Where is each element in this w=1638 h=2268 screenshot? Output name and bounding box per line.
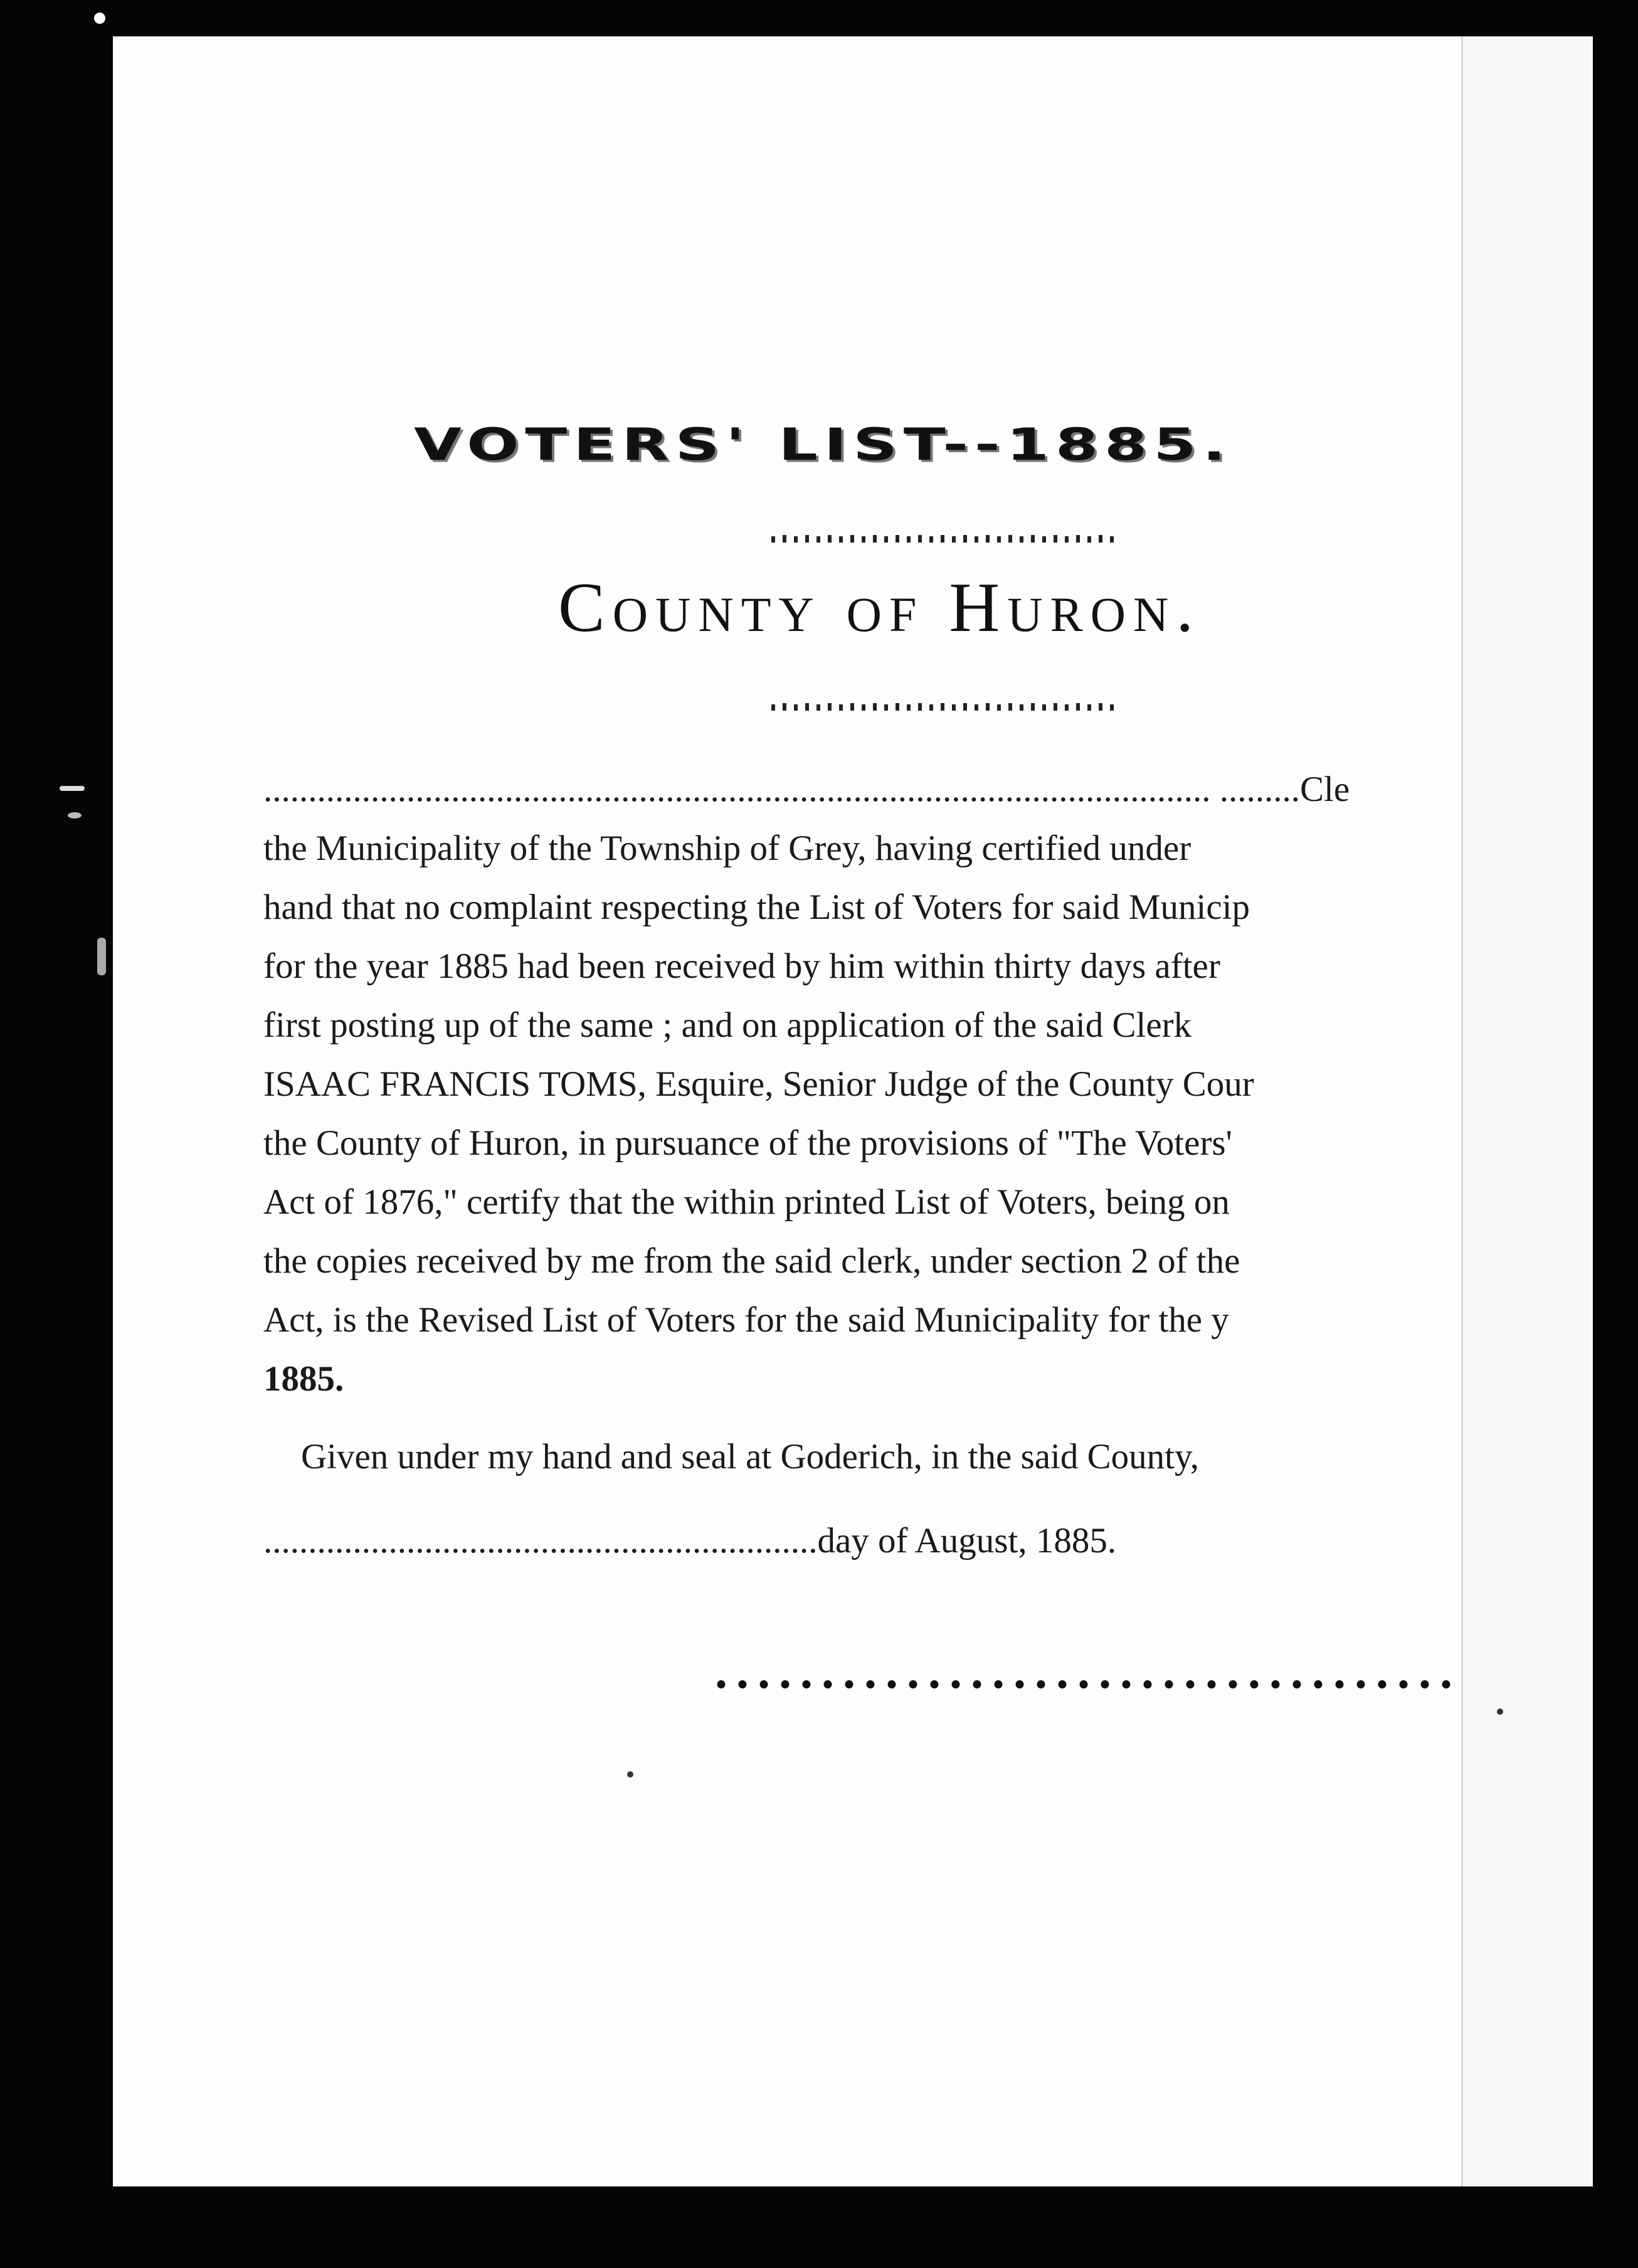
body-line: 1885. <box>263 1359 344 1399</box>
scan-speck <box>97 938 106 975</box>
decorative-ornament <box>771 530 1148 549</box>
body-line: hand that no complaint respecting the List of Voters for said Municip <box>263 888 1250 927</box>
scan-speck <box>60 786 85 791</box>
body-line: the Municipality of the Township of Grey, having certified under <box>263 829 1192 868</box>
stray-mark <box>1497 1709 1503 1715</box>
document-subtitle: County of Huron. <box>558 569 1202 647</box>
body-line: the copies received by me from the said clerk, under section 2 of the <box>263 1241 1240 1281</box>
body-line: for the year 1885 had been received by him within thirty days after <box>263 946 1220 986</box>
body-line: the County of Huron, in pursuance of the provisions of "The Voters' <box>263 1123 1232 1163</box>
signature-line: ................................... <box>715 1644 1461 1699</box>
document-title: VOTERS' LIST--1885. <box>414 419 1232 471</box>
body-line: .......................................................................................................... .........Cle <box>263 770 1350 809</box>
body-line: Act, is the Revised List of Voters for the said Municipality for the y <box>263 1300 1229 1340</box>
scan-speck <box>94 13 105 24</box>
body-line: Act of 1876," certify that the within printed List of Voters, being on <box>263 1182 1230 1222</box>
date-line: ..............................................................day of August, 1885. <box>263 1521 1117 1561</box>
folded-page-edge <box>1463 36 1593 2186</box>
decorative-ornament <box>771 698 1148 717</box>
stray-mark <box>627 1771 633 1778</box>
given-line: Given under my hand and seal at Goderich, in the said County, <box>301 1437 1200 1476</box>
body-line: ISAAC FRANCIS TOMS, Esquire, Senior Judge of the County Cour <box>263 1064 1254 1104</box>
certificate-body <box>263 760 1467 1571</box>
scan-speck <box>68 812 82 819</box>
body-line: first posting up of the same ; and on application of the said Clerk <box>263 1005 1192 1045</box>
